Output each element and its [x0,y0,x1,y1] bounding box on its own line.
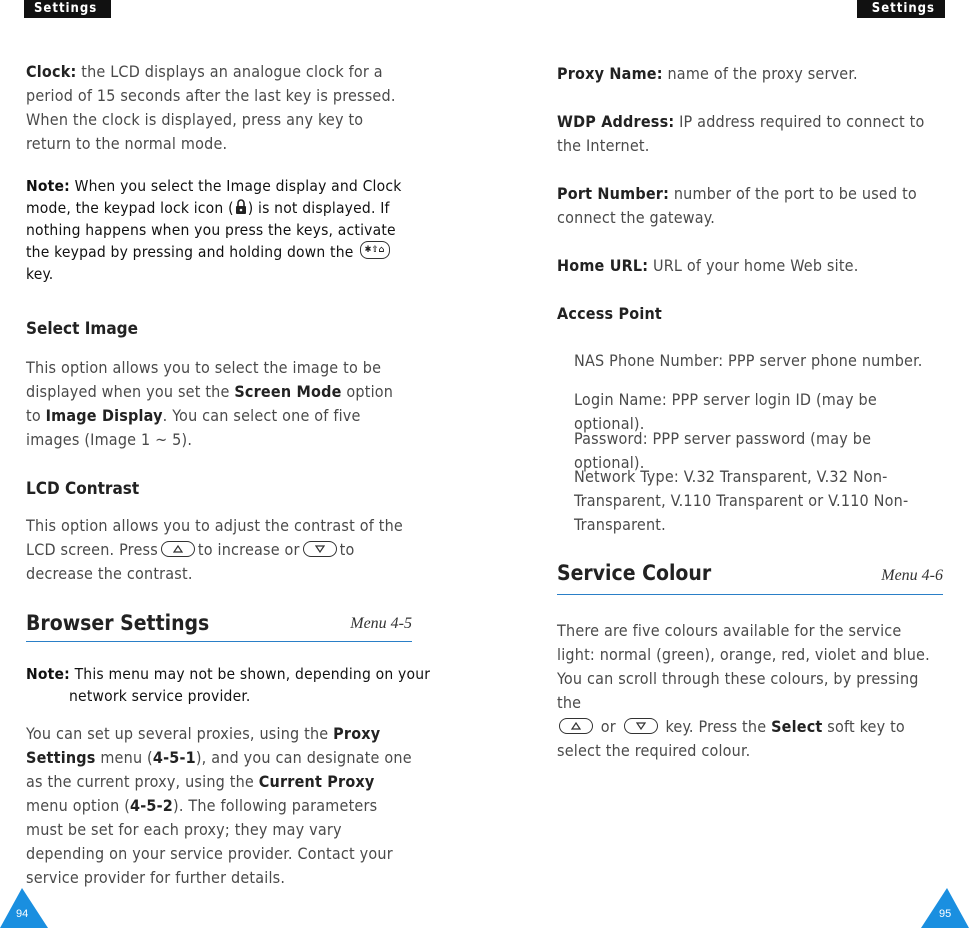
service-colour-header [557,561,943,595]
lcd-contrast-heading: LCD Contrast [26,479,140,499]
proxy-name-paragraph [557,62,943,86]
menu-452-term: 4-5-2 [130,796,174,815]
clock-label: Clock: [26,62,77,81]
select-image-heading: Select Image [26,319,138,339]
port-number-text: number of the port to be used to connect the gateway. [557,184,917,227]
left-page-number: 94 [16,908,29,920]
home-url-paragraph [557,254,943,278]
proxy-text-3: ), and you can designate one as the current proxy, using the [26,748,412,791]
port-number-label: Port Number: [557,184,670,203]
proxy-name-text: name of the proxy server. [662,64,858,83]
left-header-tab: Settings [24,0,111,18]
note-label: Note: [26,177,70,195]
access-point-item: Password: PPP server password (may be optional). [574,429,872,472]
right-header-tab: Settings [857,0,945,18]
star-key-icon: ✱⇧⌂ [360,241,390,259]
right-page-number: 95 [939,908,952,920]
access-point-heading [557,302,943,326]
select-image-text-2: option to [26,382,394,425]
home-url-label: Home URL: [557,256,649,275]
select-image-text-1: This option allows you to select the image to be displayed when you set the [26,358,382,401]
access-point-item: Network Type: V.32 Transparent, V.32 Non-Transparent, V.110 Transparent or V.110 Non-Transparent. [574,467,909,534]
select-term: Select [771,717,823,736]
select-image-text-3: . You can select one of five images (Image 1 ~ 5). [26,406,361,449]
screen-mode-term: Screen Mode [234,382,342,401]
clock-text: the LCD displays an analogue clock for a period of 15 seconds after the last key is pressed. When the clock is displayed, press any key to return to the normal mode. [26,62,396,153]
lock-icon [234,198,248,216]
select-image-paragraph [26,356,412,452]
access-point-item: NAS Phone Number: PPP server phone number. [574,351,923,370]
note-network-provider [26,663,455,707]
browser-settings-header [26,611,412,642]
access-point-label: Access Point [557,304,663,323]
up-key-icon [559,718,593,734]
access-point-item: Login Name: PPP server login ID (may be optional). [574,390,877,433]
clock-paragraph [26,60,412,156]
current-proxy-term: Current Proxy [258,772,375,791]
service-colour-text-5: soft key to select the required colour. [557,717,905,760]
menu-451-term: 4-5-1 [152,748,196,767]
service-colour-menu-ref: Menu 4-6 [881,567,943,584]
up-key-icon [161,541,195,557]
note-text-1: When you select the Image display and Clock mode, the keypad lock icon ( [26,177,402,217]
lcd-contrast-text-1: This option allows you to adjust the contrast of the LCD screen. Press [26,516,403,559]
lcd-contrast-text-2: to increase or [197,540,300,559]
service-colour-paragraph [557,619,943,763]
left-page-number-corner [0,888,48,928]
service-colour-title: Service Colour [557,561,712,585]
port-number-paragraph [557,182,943,230]
note-keypad-lock [26,175,412,285]
lcd-contrast-paragraph [26,514,412,586]
down-key-icon [303,541,337,557]
service-colour-text-1: There are five colours available for the service light: normal (green), orange, red, violet and blue. [557,621,930,664]
lcd-contrast-text-3: to decrease the contrast. [26,540,355,583]
proxy-text-5: ). The following parameters must be set for each proxy; they may vary depending on your service provider. Contact your service provider for further details. [26,796,393,887]
wdp-address-label: WDP Address: [557,112,675,131]
down-key-icon [624,718,658,734]
home-url-text: URL of your home Web site. [648,256,859,275]
browser-settings-menu-ref: Menu 4-5 [350,615,412,632]
wdp-address-paragraph [557,110,943,158]
note-network-text: This menu may not be shown, depending on your network service provider. [69,665,431,705]
browser-settings-title: Browser Settings [26,611,210,635]
proxy-settings-term: Proxy Settings [26,724,381,767]
service-colour-text-2: You can scroll through these colours, by pressing the [557,669,919,712]
proxy-text-4: menu option ( [26,796,131,815]
note-text-2: ) is not displayed. If nothing happens when you press the keys, activate the keypad by pressing and holding down the [26,199,396,261]
note-label-2: Note: [26,665,70,683]
service-colour-text-4: key. Press the [665,717,772,736]
service-colour-text-3: or [600,717,616,736]
image-display-term: Image Display [45,406,163,425]
proxy-text-1: You can set up several proxies, using the [26,724,334,743]
proxy-text-2: menu ( [95,748,153,767]
note-text-3: key. [26,265,54,283]
proxy-paragraph [26,722,412,890]
right-page-number-corner [921,888,969,928]
proxy-name-label: Proxy Name: [557,64,663,83]
wdp-address-text: IP address required to connect to the Internet. [557,112,925,155]
